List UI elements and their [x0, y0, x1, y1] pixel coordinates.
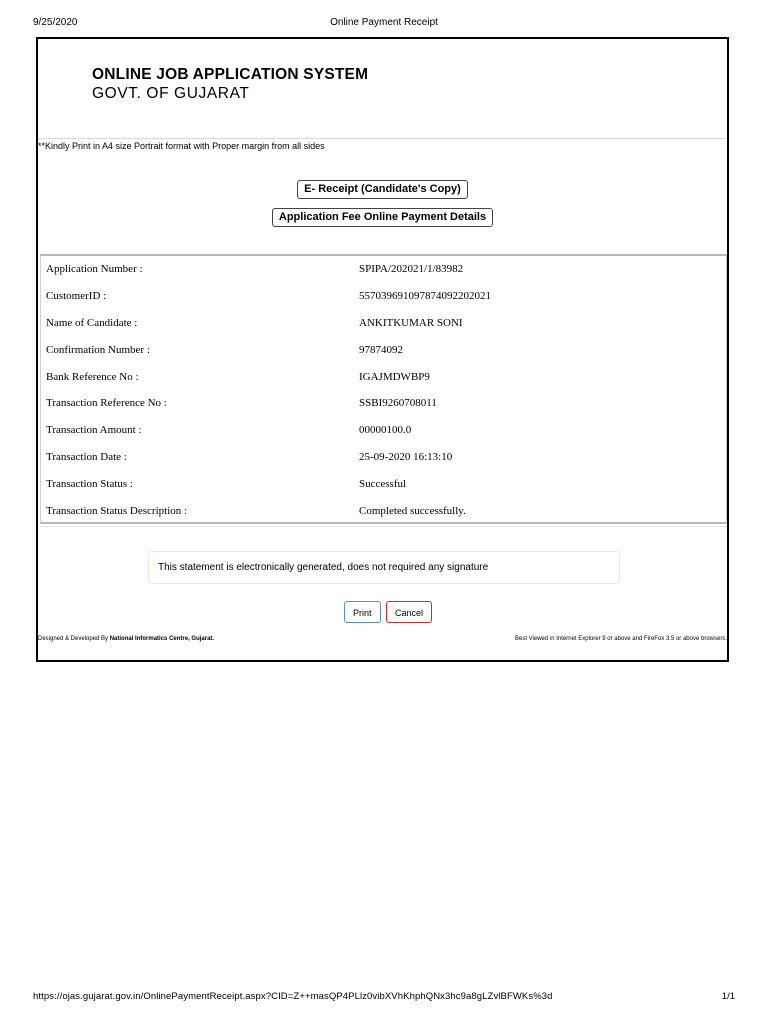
- cancel-button[interactable]: Cancel: [386, 601, 432, 623]
- detail-row: [41, 256, 726, 283]
- print-header: [33, 17, 735, 31]
- detail-row: [41, 310, 726, 337]
- detail-label: Name of Candidate :: [46, 316, 138, 329]
- details-table: [41, 256, 726, 524]
- detail-label: Transaction Status :: [46, 477, 133, 490]
- detail-label: Transaction Amount :: [46, 424, 142, 437]
- content-divider: [38, 526, 727, 527]
- detail-row: [41, 283, 726, 310]
- detail-label: Transaction Date :: [46, 450, 127, 463]
- print-date: 9/25/2020: [33, 17, 78, 28]
- detail-label: Application Number :: [46, 263, 143, 276]
- detail-value: SPIPA/202021/1/83982: [359, 263, 464, 276]
- detail-label: Transaction Status Description :: [46, 504, 188, 517]
- print-title: Online Payment Receipt: [330, 17, 438, 28]
- detail-row: [41, 444, 726, 471]
- detail-value: Successful: [359, 477, 407, 490]
- section-label: Application Fee Online Payment Details: [272, 208, 493, 227]
- designed-by: [38, 636, 214, 642]
- detail-label: Transaction Reference No :: [46, 397, 167, 410]
- detail-value: SSBI9260708011: [359, 397, 437, 410]
- print-notice: **Kindly Print in A4 size Portrait format with Proper margin from all sides: [38, 141, 325, 151]
- detail-row: [41, 417, 726, 444]
- detail-value: 557039691097874092202021: [359, 290, 491, 303]
- detail-label: CustomerID :: [46, 290, 107, 303]
- detail-value: 97874092: [359, 343, 403, 356]
- detail-row: [41, 470, 726, 497]
- detail-row: [41, 497, 726, 524]
- print-footer: [33, 991, 735, 1005]
- header-divider: [38, 138, 727, 139]
- designed-by-prefix: Designed & Developed By: [38, 636, 110, 642]
- detail-label: Bank Reference No :: [46, 370, 139, 383]
- detail-value: IGAJMDWBP9: [359, 370, 430, 383]
- detail-value: ANKITKUMAR SONI: [359, 316, 463, 329]
- action-buttons: [344, 601, 432, 623]
- detail-value: 25-09-2020 16:13:10: [359, 450, 453, 463]
- receipt-label: E- Receipt (Candidate's Copy): [297, 180, 468, 199]
- page-number: 1/1: [721, 991, 735, 1002]
- designed-by-org: National Informatics Centre, Gujarat.: [109, 636, 215, 642]
- org-name: ONLINE JOB APPLICATION SYSTEM: [92, 66, 369, 83]
- page-url: https://ojas.gujarat.gov.in/OnlinePaymentReceipt.aspx?CID=Z++masQP4PLlz0vibXVhKhphQNx3hc9a8gLZvlBFWKs%3d: [33, 991, 553, 1002]
- detail-value: 00000100.0: [359, 424, 412, 437]
- detail-row: [41, 336, 726, 363]
- payment-details: [40, 254, 727, 524]
- org-header: [92, 66, 368, 103]
- detail-row: [41, 363, 726, 390]
- org-subtitle: GOVT. OF GUJARAT: [92, 85, 250, 102]
- browser-note: Best Viewed in Internet Explorer 9 or above and FireFox 3.5 or above browsers.: [514, 636, 727, 642]
- detail-label: Confirmation Number :: [46, 343, 150, 356]
- signature-statement: This statement is electronically generated, does not required any signature: [148, 551, 620, 584]
- detail-row: [41, 390, 726, 417]
- receipt-frame: [36, 37, 729, 662]
- print-button[interactable]: Print: [344, 601, 381, 623]
- detail-value: Completed successfully.: [359, 504, 466, 517]
